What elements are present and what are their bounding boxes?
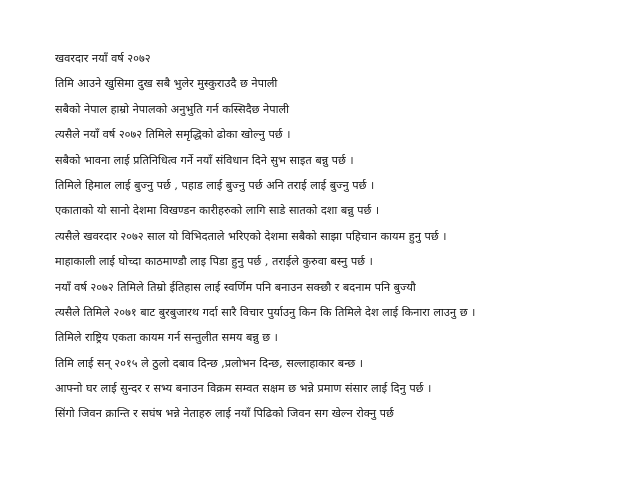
text-line: सिंगो जिवन क्रान्ति र सघंष भन्ने नेताहरु लाई नयाँ पिढिको जिवन सग खेल्न रोक्नु पर्छ xyxy=(55,407,394,421)
text-line: त्यसैले खवरदार २०७२ साल यो विभिदताले भरिएको देशमा सबैको साझा पहिचान कायम हुनु पर्छ । xyxy=(55,229,447,243)
text-line: त्यसैले तिमिले २०७१ बाट बुरबुजारथ गर्दा सारै विचार पुर्याउनु किन कि तिमिले देश लाई किनारा लाउनु छ । xyxy=(55,305,476,319)
text-line: नयाँ वर्ष २०७२ तिमिले तिम्रो ईतिहास लाई स्वर्णिम पनि बनाउन सक्छौ र बदनाम पनि बुज्यौ xyxy=(55,280,416,294)
text-line: तिमि आउने खुसिमा दुख सबै भुलेर मुस्कुराउदै छ नेपाली xyxy=(55,77,278,91)
text-line: सबैको नेपाल हाम्रो नेपालको अनुभुति गर्न कस्सिदैछ नेपाली xyxy=(55,102,289,116)
text-line: एकाताको यो सानो देशमा विखण्डन कारीहरुको लागि साडे सातको दशा बन्नु पर्छ । xyxy=(55,204,380,218)
text-line: त्यसैले नयाँ वर्ष २०७२ तिमिले समृद्धिको ढोका खोल्नु पर्छ । xyxy=(55,128,291,142)
document-title: खवरदार नयाँ वर्ष २०७२ xyxy=(55,52,151,65)
text-line: सबैको भावना लाई प्रतिनिधित्व गर्ने नयाँ संविधान दिने सुभ साइत बन्नु पर्छ । xyxy=(55,153,354,167)
text-line: माहाकाली लाई घोच्दा काठमाण्डौ लाइ पिडा हुनु पर्छ , तराईले कुरुवा बस्नु पर्छ । xyxy=(55,255,373,269)
text-line: आफ्नो घर लाई सुन्दर र सभ्य बनाउन विक्रम सम्वत सक्षम छ भन्ने प्रमाण संसार लाई दिनु पर्छ । xyxy=(55,382,432,396)
text-line: तिमि लाई सन् २०१५ ले ठुलो दबाव दिन्छ ,प्रलोभन दिन्छ, सल्लाहाकार बन्छ । xyxy=(55,356,364,370)
document-body xyxy=(55,46,625,427)
text-line: तिमिले राष्ट्रिय एकता कायम गर्न सन्तुलीत समय बन्नु छ । xyxy=(55,331,278,345)
text-line: तिमिले हिमाल लाई बुज्नु पर्छ , पहाड लाई बुज्नु पर्छ अनि तराई लाई बुज्नु पर्छ । xyxy=(55,178,375,192)
